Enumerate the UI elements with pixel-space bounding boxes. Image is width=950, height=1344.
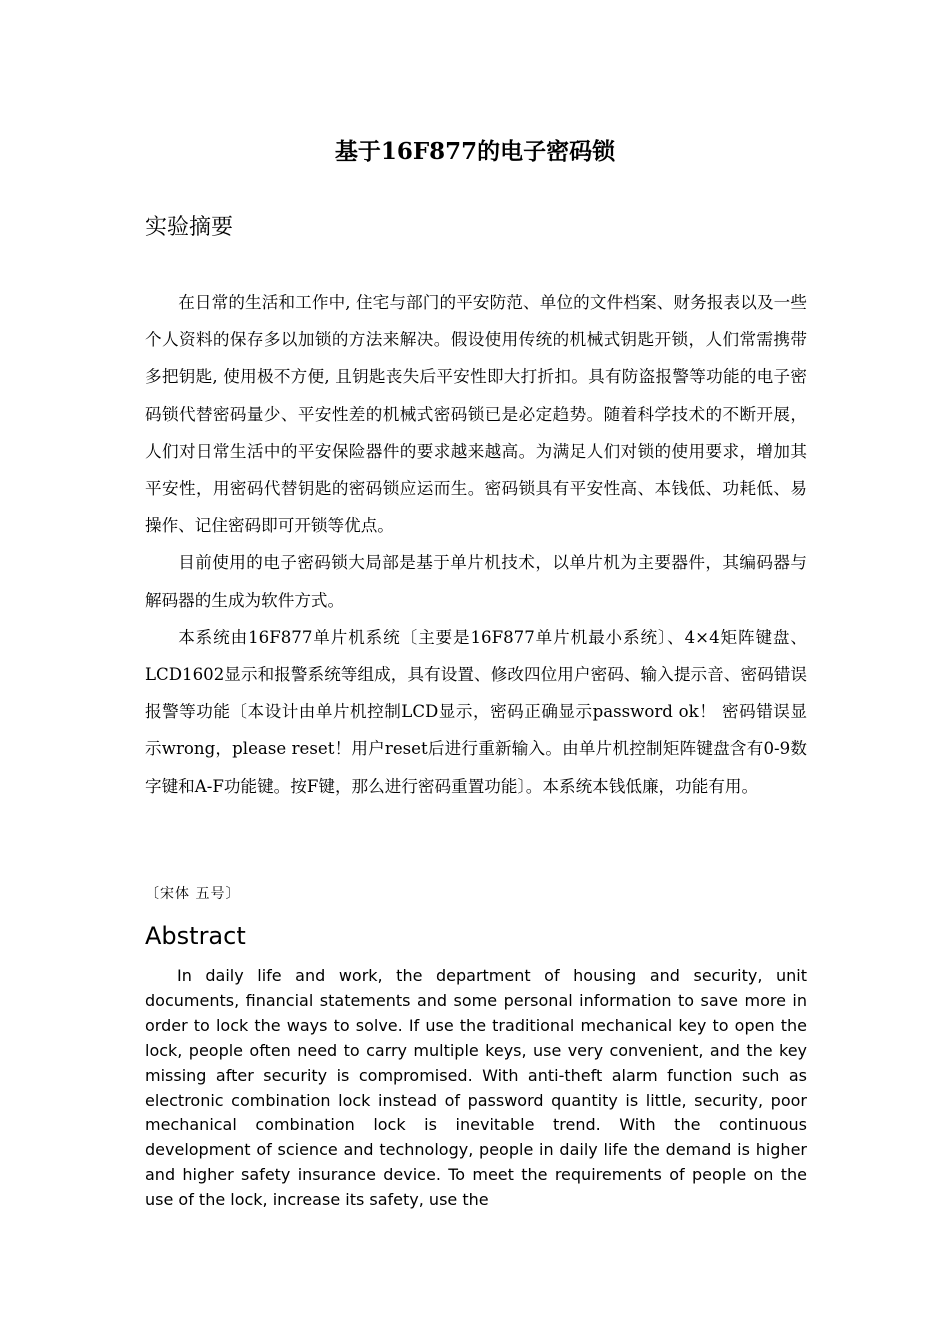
page-title: 基于16F877的电子密码锁 xyxy=(334,138,616,165)
font-note: 〔宋体 五号〕 xyxy=(145,886,241,902)
english-abstract-body xyxy=(145,964,807,1213)
chinese-abstract-body xyxy=(145,284,807,805)
section-heading-abstract-en: Abstract xyxy=(145,922,246,950)
section-heading-abstract-cn: 实验摘要 xyxy=(145,215,234,240)
cn-paragraph-1: 在日常的生活和工作中, 住宅与部门的平安防范、单位的文件档案、财务报表以及一些个人资料的保存多以加锁的方法来解决。假设使用传统的机械式钥匙开锁，人们常需携带多把钥匙, 使用极不方便, 且钥匙丧失后平安性即大打折扣。具有防盗报警等功能的电子密码锁代替密码量少、平安性差的机械式密码锁已是必定趋势。随着科学技术的不断开展，人们对日常生活中的平安保险器件的要求越来越高。为满足人们对锁的使用要求，增加其平安性，用密码代替钥匙的密码锁应运而生。密码锁具有平安性高、本钱低、功耗低、易操作、记住密码即可开锁等优点。 xyxy=(145,293,807,536)
en-paragraph-1: In daily life and work, the department of housing and security, unit documents, financial statements and some personal information to save more in order to lock the ways to solve. If use the traditional mechanical key to open the lock, people often need to carry multiple keys, use very convenient, and the key missing after security is compromised. With anti-theft alarm function such as electronic combination lock instead of password quantity is little, security, poor mechanical combination lock is inevitable trend. With the continuous development of science and technology, people in daily life the demand is higher and higher safety insurance device. To meet the requirements of people on the use of the lock, increase its safety, use the xyxy=(145,966,807,1210)
cn-paragraph-3: 本系统由16F877单片机系统〔主要是16F877单片机最小系统〕、4×4矩阵键盘、LCD1602显示和报警系统等组成，具有设置、修改四位用户密码、输入提示音、密码错误报警等功能〔本设计由单片机控制LCD显示，密码正确显示password ok！ 密码错误显示wrong，please reset！用户reset后进行重新输入。由单片机控制矩阵键盘含有0-9数字键和A-F功能键。按F键，那么进行密码重置功能〕。本系统本钱低廉，功能有用。 xyxy=(145,627,807,796)
cn-paragraph-2: 目前使用的电子密码锁大局部是基于单片机技术，以单片机为主要器件，其编码器与解码器的生成为软件方式。 xyxy=(145,553,807,610)
